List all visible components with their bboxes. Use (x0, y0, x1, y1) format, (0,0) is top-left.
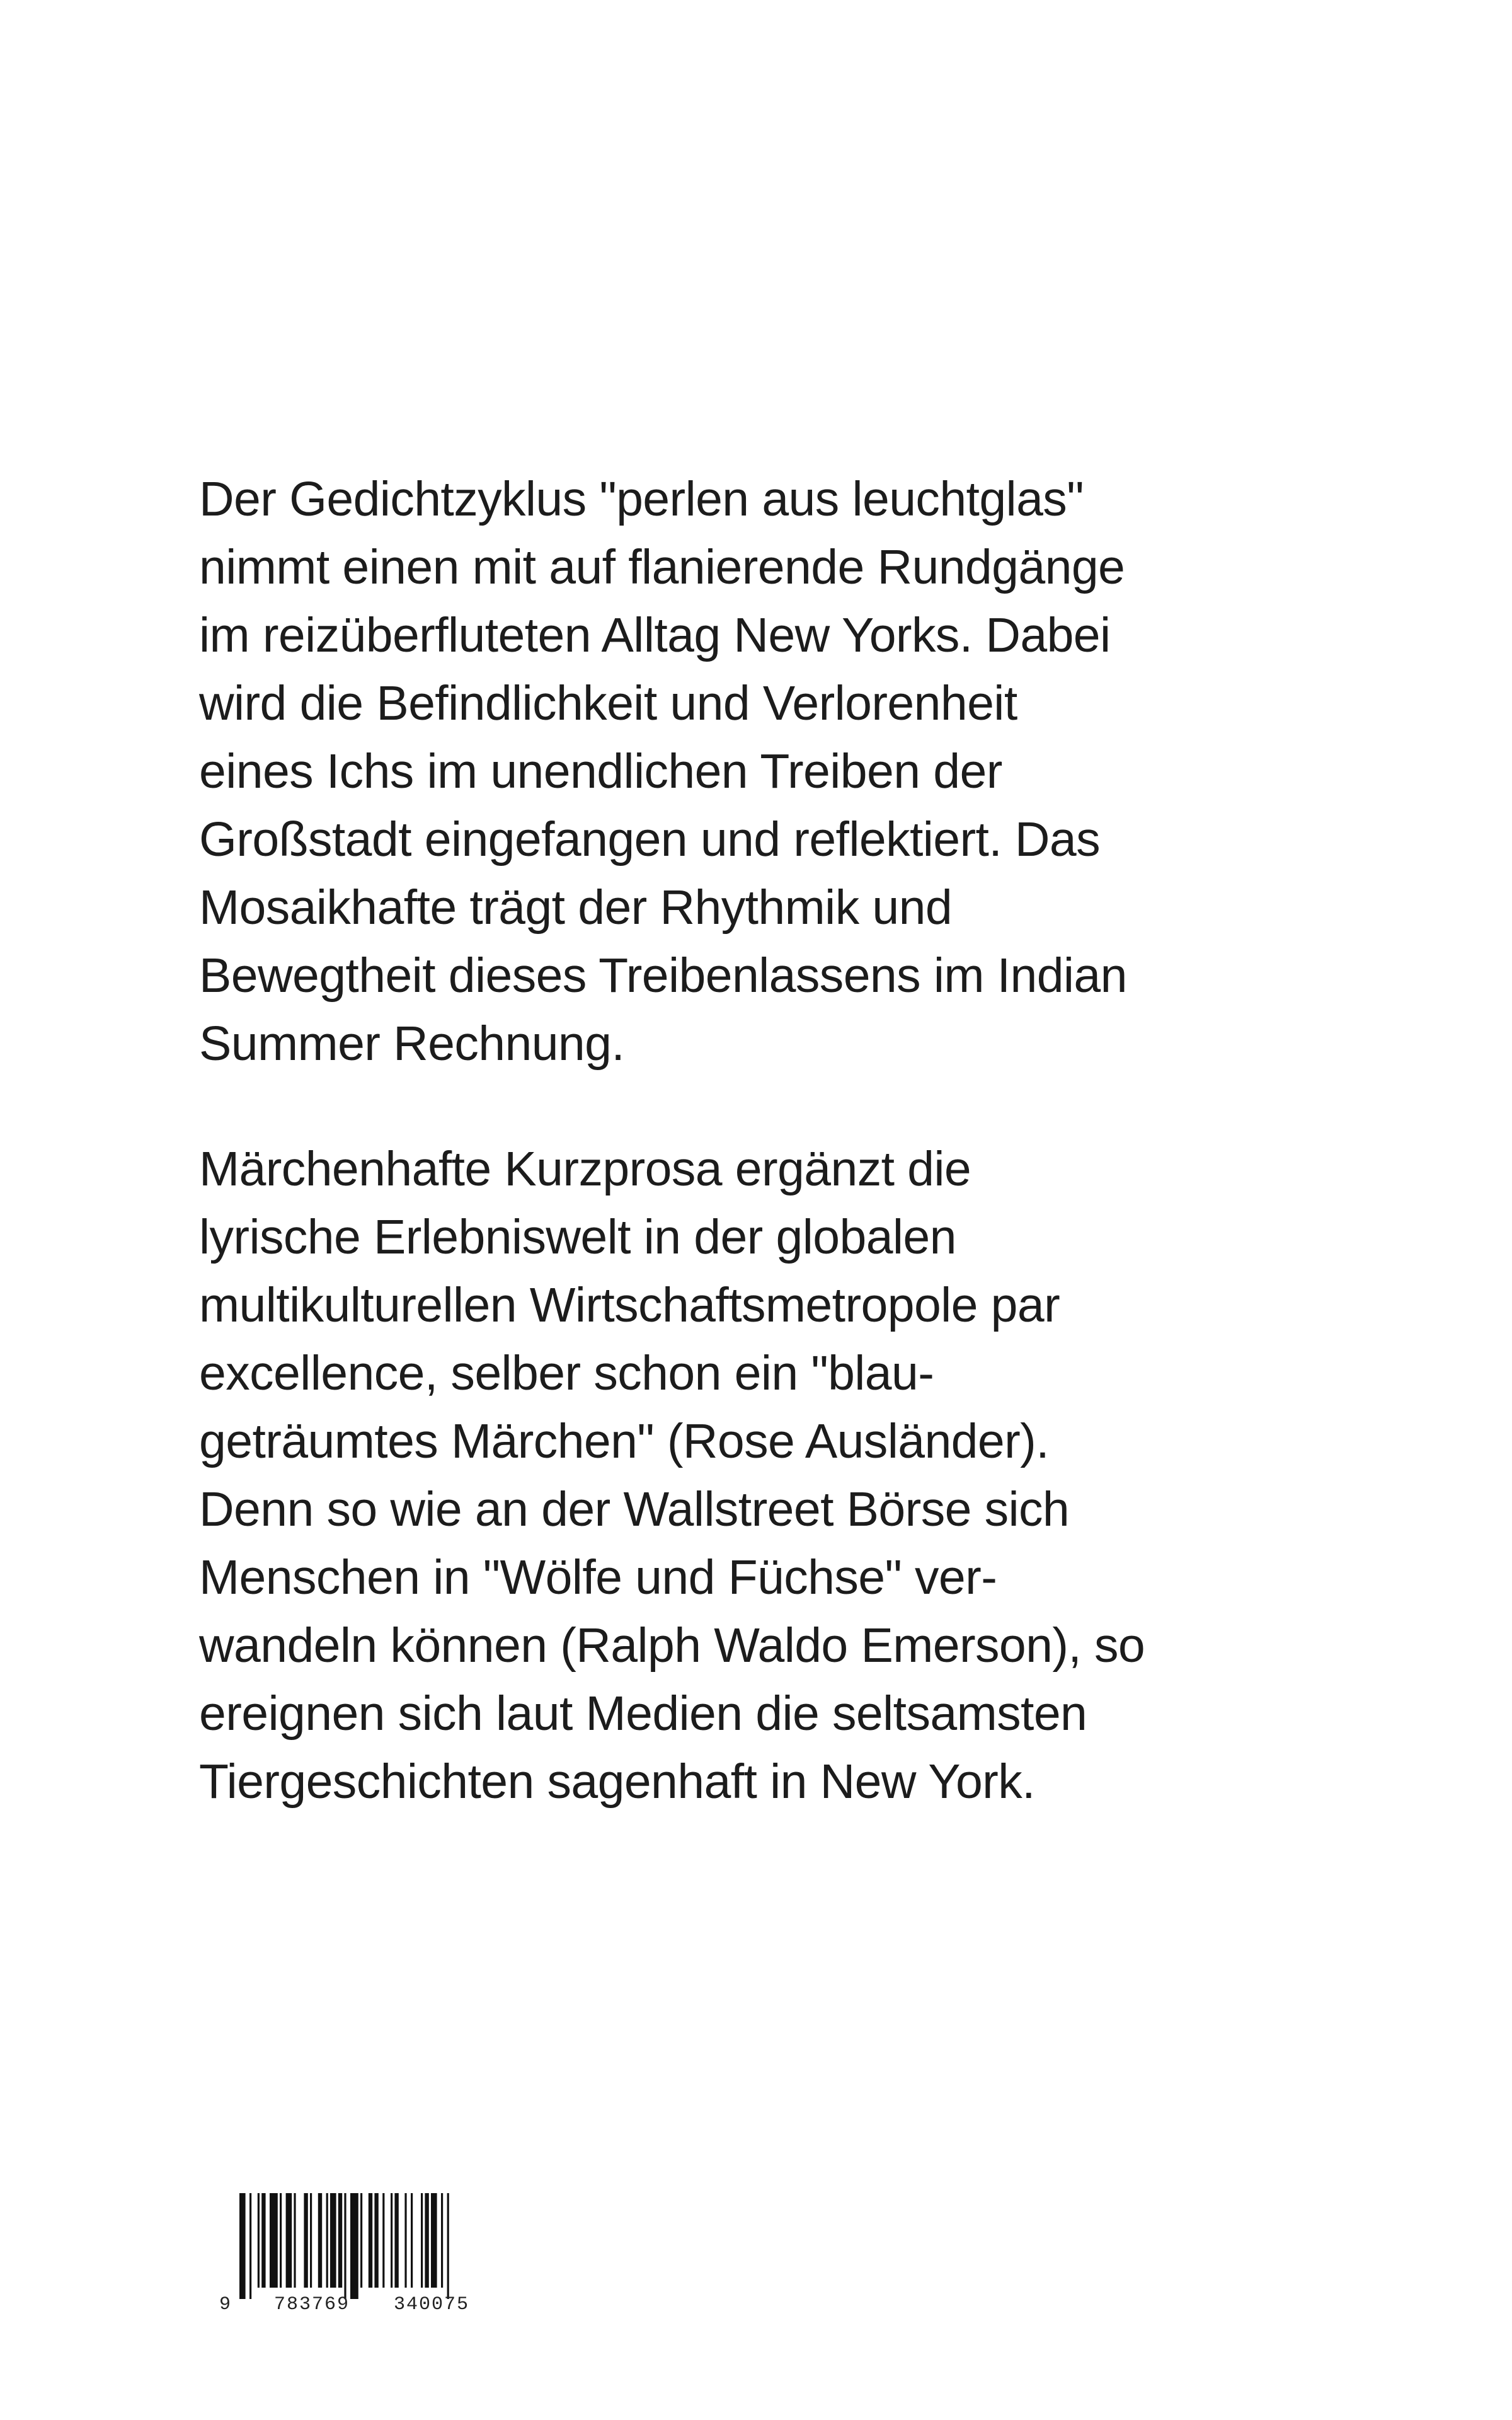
blurb-line: Großstadt eingefangen und reflektiert. Das (199, 812, 1101, 867)
barcode-digit-first: 9 (219, 2294, 231, 2313)
barcode-bar (239, 2193, 246, 2299)
barcode-bar (330, 2193, 336, 2288)
barcode-bar (249, 2193, 251, 2299)
barcode-bar (431, 2193, 437, 2288)
barcode-bar (447, 2193, 449, 2299)
barcode-bar (326, 2193, 328, 2288)
barcode-bar (411, 2193, 413, 2288)
blurb-line: im reizüberfluteten Alltag New Yorks. Dabei (199, 608, 1111, 662)
blurb-line: geträumtes Märchen" (Rose Ausländer). (199, 1414, 1049, 1468)
blurb-paragraph-1 (199, 465, 1320, 1078)
barcode-bar (421, 2193, 423, 2288)
barcode-bar (441, 2193, 443, 2288)
barcode-bar (391, 2193, 392, 2288)
barcode-bar (344, 2193, 346, 2299)
isbn-barcode (208, 2193, 536, 2313)
blurb-line: Bewegtheit dieses Treibenlassens im Indian (199, 948, 1127, 1003)
barcode-bar (350, 2193, 358, 2299)
blurb-paragraph-2 (199, 1135, 1145, 1816)
blurb-line: Summer Rechnung. (199, 1017, 625, 1071)
blurb-line: Tiergeschichten sagenhaft in New York. (199, 1754, 1035, 1809)
blurb-line: wird die Befindlichkeit und Verlorenheit (199, 676, 1017, 730)
barcode-bar (270, 2193, 278, 2288)
barcode-bar (394, 2193, 398, 2288)
barcode-digits-right: 340075 (393, 2294, 470, 2313)
blurb-line: lyrische Erlebniswelt in der globalen (199, 1210, 956, 1264)
barcode-bars (239, 2193, 449, 2299)
blurb-line: Mosaikhafte trägt der Rhythmik und (199, 880, 953, 935)
blurb-line: Der Gedichtzyklus "perlen aus leuchtglas" (199, 472, 1084, 526)
barcode-bar (261, 2193, 265, 2288)
barcode-bar (286, 2193, 292, 2288)
barcode-bar (382, 2193, 384, 2288)
barcode-bar (404, 2193, 406, 2288)
blurb-line: wandeln können (Ralph Waldo Emerson), so (199, 1618, 1145, 1673)
blurb-line: nimmt einen mit auf flanierende Rundgänge (199, 540, 1125, 594)
barcode-bar (294, 2193, 295, 2288)
barcode-bar (374, 2193, 378, 2288)
blurb-line: ereignen sich laut Medien die seltsamsten (199, 1686, 1087, 1741)
barcode-bar (425, 2193, 428, 2288)
barcode-bar (318, 2193, 322, 2288)
blurb-line: eines Ichs im unendlichen Treiben der (199, 744, 1002, 798)
barcode-bar (369, 2193, 372, 2288)
barcode-bar (258, 2193, 260, 2288)
blurb-line: Märchenhafte Kurzprosa ergänzt die (199, 1142, 971, 1196)
barcode-digits-left: 783769 (273, 2294, 350, 2313)
barcode-bar (310, 2193, 312, 2288)
barcode-bar (360, 2193, 362, 2288)
barcode-bar (280, 2193, 282, 2288)
blurb-text (199, 465, 1320, 1809)
barcode-bar (338, 2193, 342, 2288)
blurb-line: excellence, selber schon ein "blau- (199, 1346, 934, 1400)
blurb-line: multikulturellen Wirtschaftsmetropole par (199, 1278, 1060, 1332)
barcode-bar (304, 2193, 307, 2288)
blurb-line: Denn so wie an der Wallstreet Börse sich (199, 1482, 1070, 1536)
blurb-line: Menschen in "Wölfe und Füchse" ver- (199, 1550, 997, 1605)
